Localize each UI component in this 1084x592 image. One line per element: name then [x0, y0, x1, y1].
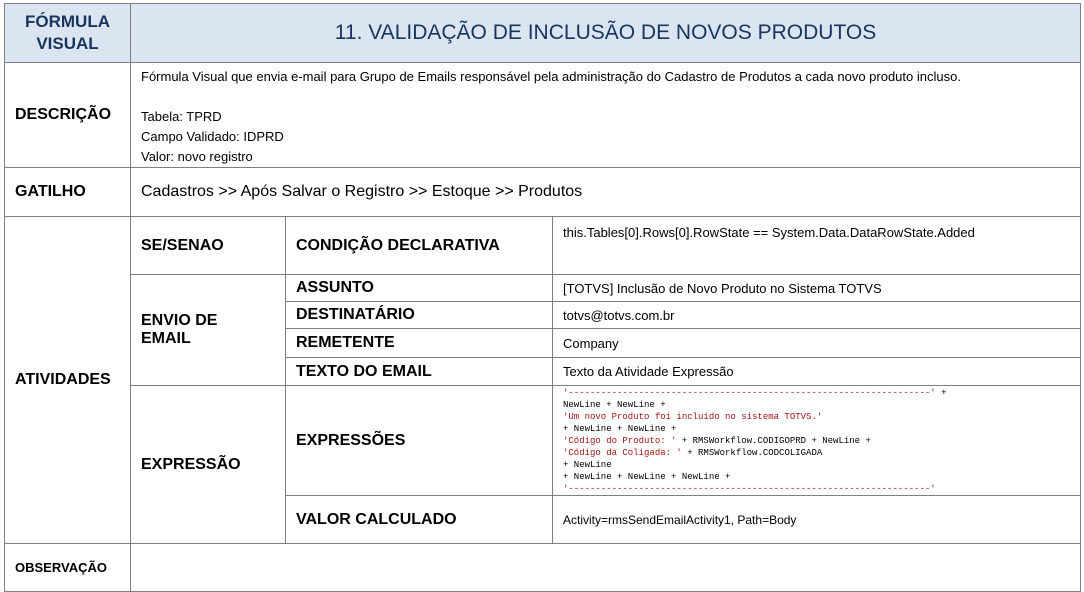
code-plain: NewLine + NewLine +	[563, 400, 666, 410]
code-plain: + RMSWorkflow.CODCOLIGADA	[681, 448, 823, 458]
descricao-label: DESCRIÇÃO	[5, 63, 131, 168]
code-line	[563, 411, 1070, 423]
descricao-valor: Valor: novo registro	[141, 149, 253, 164]
code-line	[563, 435, 1070, 447]
code-plain: +	[935, 388, 947, 398]
assunto-value: [TOTVS] Inclusão de Novo Produto no Sistema TOTVS	[553, 275, 1081, 302]
header-label-line2: VISUAL	[36, 34, 99, 53]
gatilho-row	[5, 168, 1081, 217]
descricao-content	[131, 63, 1081, 168]
se-senao-label: SE/SENAO	[131, 217, 286, 275]
texto-email-value: Texto da Atividade Expressão	[553, 358, 1081, 386]
atividades-label: ATIVIDADES	[5, 217, 131, 544]
descricao-tabela: Tabela: TPRD	[141, 109, 222, 124]
condicao-declarativa-value: this.Tables[0].Rows[0].RowState == System.Data.DataRowState.Added	[553, 217, 1081, 275]
envio-email-label-line2: EMAIL	[141, 330, 191, 347]
descricao-text: Fórmula Visual que envia e-mail para Grupo de Emails responsável pela administração do Cadastro de Produtos a cada novo produto incluso.	[141, 69, 961, 84]
header-label-cell	[5, 4, 131, 63]
code-line	[563, 483, 1070, 495]
header-label-line1: FÓRMULA	[25, 12, 110, 31]
code-line	[563, 399, 1070, 411]
code-plain: + RMSWorkflow.CODIGOPRD + NewLine +	[676, 436, 871, 446]
code-string: 'Código da Coligada: '	[563, 448, 682, 458]
code-plain: + NewLine + NewLine + NewLine +	[563, 472, 731, 482]
code-line	[563, 459, 1070, 471]
descricao-row	[5, 63, 1081, 168]
code-line	[563, 387, 1070, 399]
formula-visual-table	[4, 3, 1081, 592]
valor-calculado-value: Activity=rmsSendEmailActivity1, Path=Body	[553, 496, 1081, 544]
assunto-row	[5, 275, 1081, 302]
code-plain: + NewLine	[563, 460, 612, 470]
envio-email-label	[131, 275, 286, 386]
condicao-declarativa-label: CONDIÇÃO DECLARATIVA	[286, 217, 553, 275]
expressao-label: EXPRESSÃO	[131, 386, 286, 544]
observacao-value	[131, 544, 1081, 592]
observacao-label: OBSERVAÇÃO	[5, 544, 131, 592]
descricao-campo: Campo Validado: IDPRD	[141, 129, 284, 144]
texto-email-label: TEXTO DO EMAIL	[286, 358, 553, 386]
expressoes-code	[563, 386, 1070, 495]
gatilho-text: Cadastros >> Após Salvar o Registro >> Estoque >> Produtos	[131, 168, 1081, 217]
expressoes-row	[5, 386, 1081, 496]
assunto-label: ASSUNTO	[286, 275, 553, 302]
document-title: 11. VALIDAÇÃO DE INCLUSÃO DE NOVOS PRODUTOS	[131, 4, 1081, 63]
descricao-spacer	[141, 87, 1070, 107]
remetente-label: REMETENTE	[286, 329, 553, 358]
expressoes-value-cell	[553, 386, 1081, 496]
envio-email-label-line1: ENVIO DE	[141, 312, 218, 329]
valor-calculado-label: VALOR CALCULADO	[286, 496, 553, 544]
expressoes-label: EXPRESSÕES	[286, 386, 553, 496]
header-row	[5, 4, 1081, 63]
code-string: 'Código do Produto: '	[563, 436, 677, 446]
code-plain: + NewLine + NewLine +	[563, 424, 677, 434]
destinatario-value: totvs@totvs.com.br	[553, 302, 1081, 329]
code-string: '-------------------------------------------------------------------'	[563, 388, 936, 398]
code-string: 'Um novo Produto foi incluído no sistema TOTVS.'	[563, 412, 823, 422]
code-line	[563, 471, 1070, 483]
code-line	[563, 447, 1070, 459]
code-string: '-------------------------------------------------------------------'	[563, 484, 936, 494]
observacao-row	[5, 544, 1081, 592]
gatilho-label: GATILHO	[5, 168, 131, 217]
se-senao-row	[5, 217, 1081, 275]
destinatario-label: DESTINATÁRIO	[286, 302, 553, 329]
remetente-value: Company	[553, 329, 1081, 358]
code-line	[563, 423, 1070, 435]
